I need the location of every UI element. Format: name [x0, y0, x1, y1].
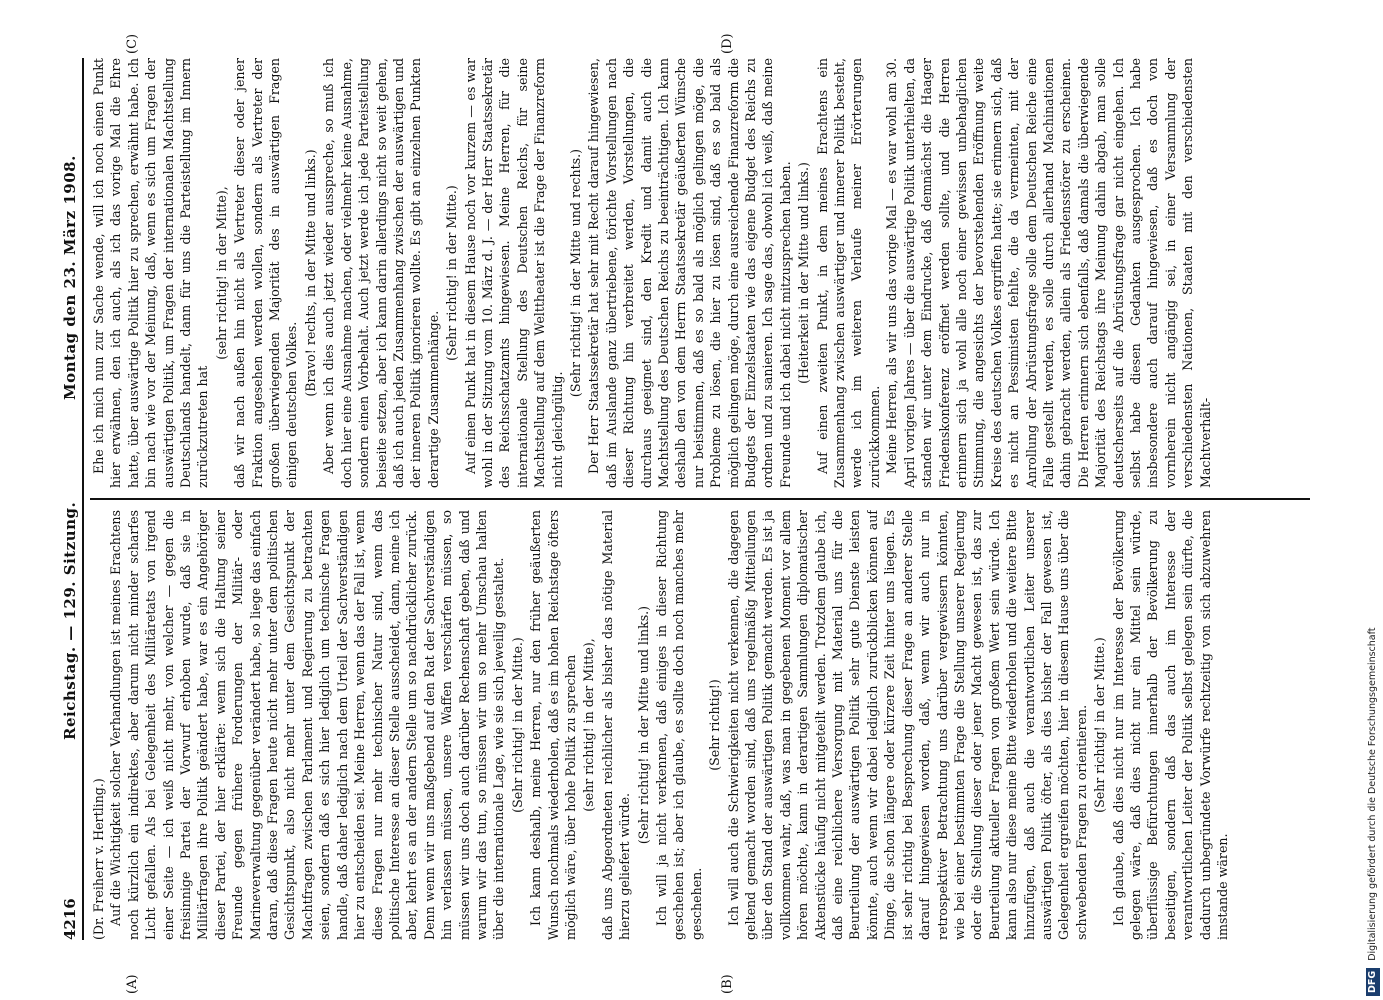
left-column — [90, 510, 1310, 940]
paragraph: Ich kann deshalb, meine Herren, nur den früher geäußerten Wunsch nochmals wiederholen, daß es im hohen Reichstage öfters möglich wäre, über hohe Politik zu sprechen — [528, 510, 578, 940]
reaction: (Sehr richtig! in der Mitte.) — [444, 185, 460, 361]
digitization-credit — [1366, 6, 1380, 996]
left-running-title: Reichstag. — 129. Sitzung. — [61, 501, 79, 740]
paragraph: Ich will auch die Schwierigkeiten nicht verkennen, die dagegen geltend gemacht worden sind, daß uns regelmäßig Mitteilungen über den Stand der auswärtigen Politik gemacht werden. Es ist ja vollkommen wahr, daß, was man in gegebenen Moment vor allem hören möchte, kann in derartigen Sammlungen diplomatischer Aktenstücke häufig nicht mitgeteilt werden. Trotzdem glaube ich, daß eine reichlichere Versorgung mit Material uns für die Beurteilung der auswärtigen Politik sehr gute Dienste leisten könnte, auch wenn wir dabei lediglich zurückblicken können auf Dinge, die schon längere oder kürzere Zeit hinter uns liegen. Es ist sehr richtig bei Besprechung dieser Frage an anderer Stelle darauf hingewiesen worden, daß, wenn wir auch nur in retrospektiver Betrachtung uns darüber vergewissern könnten, wie bei einer bestimmten Frage die Stellung unserer Regierung oder die Stellung dieser oder jener Macht gewesen ist, das zur Beurteilung aktueller Fragen von großem Wert sein würde. Ich kann also nur diese meine Bitte wiederholen und die weitere Bitte hinzufügen, daß auch die verantwortlichen Leiter unserer auswärtigen Politik öfter, als dies bisher der Fall gewesen ist, Gelegenheit ergreifen möchten, hier in diesem Hause uns über die schwebenden Fragen zu orientieren. — [725, 510, 1089, 940]
page-header — [56, 58, 84, 940]
paragraph: Auf die Wichtigkeit solcher Verhandlungen ist meines Erachtens noch kürzlich ein indirektes, aber darum nicht minder scharfes Licht gefallen. Als bei Gelegenheit des Militäretats von irgend einer Seite — ich weiß nicht mehr, von welcher — gegen die freisinnige Partei der Vorwurf erhoben wurde, daß sie in Militärfragen ihre Politik geändert habe, war es ein Angehöriger dieser Partei, der hier erklärte: wenn sich die Haltung seiner Freunde gegen frühere Forderungen der Militär- oder Marineverwaltung gegenüber verändert habe, so liege das einfach daran, daß diese Fragen heute nicht mehr unter dem politischen Gesichtspunkt, also nicht mehr unter dem Gesichtspunkt der Machtfragen zwischen Parlament und Regierung zu betrachten seien, sondern daß es sich hier lediglich um technische Fragen handle, daß daher lediglich nach dem Urteil der Sachverständigen hier zu entscheiden sei. Meine Herren, wenn das der Fall ist, wenn diese Fragen nur mehr technischer Natur sind, wenn das politische Interesse an dieser Stelle ausscheidet, dann, meine ich aber, kehrt es an der andern Stelle um so nachdrücklicher zurück. Denn wenn wir uns maßgebend auf den Rat der Sachverständigen hin verlassen müssen, unsere Waffen verschärfen müssen, so müssen wir uns doch auch darüber Rechenschaft geben, daß und warum wir das tun, so müssen wir um so mehr Umschau halten über die internationale Lage, wie sie sich jeweilig gestaltet. — [108, 510, 507, 940]
paragraph: Auf einen zweiten Punkt, in dem meines Erachtens ein Zusammenhang zwischen auswärtiger und innerer Politik besteht, werde ich im weiteren Verlaufe meiner Erörterungen zurückkommen. — [814, 58, 882, 488]
dfg-logo: DFG — [1366, 968, 1380, 996]
credit-text: Digitalisierung gefördert durch die Deutsche Forschungsgemeinschaft — [1367, 627, 1378, 961]
reaction: (Heiterkeit in der Mitte und links.) — [796, 162, 812, 384]
reaction: (Sehr richtig! in der Mitte und rechts.) — [567, 148, 583, 398]
page-number: 4216 — [61, 898, 79, 940]
text-columns — [90, 58, 1310, 940]
reaction: (Sehr richtig! in der Mitte.) — [509, 637, 525, 813]
paragraph: Aber wenn ich dies auch jetzt wieder ausspreche, so muß ich doch hier eine Ausnahme machen, oder vielmehr keine Ausnahme, sondern einen Vorbehalt. Auch jetzt werde ich jede Parteistellung beiseite setzen, aber ich kann darin allerdings nicht so weit gehen, daß ich auch jeden Zusammenhang zwischen der auswärtigen und der inneren Politik ignorieren wollte. Es gibt an einzelnen Punkten derartige Zusammenhänge. — [321, 58, 441, 488]
paragraph: Der Herr Staatssekretär hat sehr mit Recht darauf hingewiesen, daß im Auslande ganz übertriebene, törichte Vorstellungen nach dieser Richtung hin verbreitet werden, Vorstellungen, die durchaus geeignet sind, den Kredit und damit auch die Machtstellung des Deutschen Reichs zu beeinträchtigen. Ich kann deshalb den von dem Herrn Staatssekretär geäußerten Wünsche nur beistimmen, daß es so bald als möglich gelingen möge, die Probleme zu lösen, die hier zu lösen sind, daß es so bald als möglich gelingen möge, durch eine ausreichende Finanzreform die Budgets der Einzelstaaten wie das eigene Budget des Reichs zu ordnen und zu sanieren. Ich sage das, obwohl ich weiß, daß meine Freunde und ich dabei nicht mitzusprechen haben. — [586, 58, 793, 488]
paragraph: Ehe ich mich nun zur Sache wende, will ich noch einen Punkt hier erwähnen, den ich auch, als ich das vorige Mal die Ehre hatte, über auswärtige Politik hier zu sprechen, erwähnt habe. Ich bin nach wie vor der Meinung, daß, wenn es sich um Fragen der auswärtigen Politik, um Fragen der internationalen Machtstellung Deutschlands handelt, dann für uns die Parteistellung im Innern zurückzutreten hat — [91, 58, 211, 488]
paragraph: daß uns Abgeordneten reichlicher als bisher das nötige Material hierzu geliefert würde. — [599, 510, 633, 940]
right-running-title: Montag den 23. März 1908. — [61, 155, 79, 400]
reaction: (Sehr richtig! in der Mitte und links.) — [635, 605, 651, 845]
paragraph: Ich glaube, daß dies nicht nur im Interesse der Bevölkerung gelegen wäre, daß dies nicht nur ein Mittel sein würde, überflüssige Befürchtungen innerhalb der Bevölkerung zu beseitigen, sondern daß das auch im Interesse der verantwortlichen Leiter der Politik selbst gelegen sein dürfte, die dadurch unbegründete Vorwürfe rechtzeitig von sich abzuwehren imstande wären. — [1110, 510, 1230, 940]
margin-mark-b: (B) — [720, 974, 735, 994]
paragraph: daß wir nach außen hin nicht als Vertreter dieser oder jener Fraktion angesehen werden wollen, sondern als Vertreter der großen überwiegenden Majorität des in auswärtigen Fragen einigen deutschen Volkes. — [232, 58, 300, 488]
reaction: (sehr richtig! in der Mitte), — [213, 186, 229, 360]
reaction: (Bravo! rechts, in der Mitte und links.) — [302, 149, 318, 397]
right-column — [90, 58, 1310, 488]
paragraph: Meine Herren, als wir uns das vorige Mal — es war wohl am 30. April vorigen Jahres — über die auswärtige Politik unterhielten, da standen wir unter dem Eindrucke, daß demnächst die Haager Friedenskonferenz eröffnet werden sollte, und die Herren erinnern sich ja wohl alle noch einer gewissen unbehaglichen Stimmung, die angesichts der bevorstehenden Eröffnung weite Kreise des deutschen Volkes ergriffen hatte; sie erinnern sich, daß es nicht an Pessimisten fehlte, die da vermeinten, mit der Anrollung der Abrüstungsfrage solle dem Deutschen Reiche eine Falle gestellt werden, es solle durch allerhand Machinationen dahin gebracht werden, allein als Friedensstörer zu erscheinen. Die Herren erinnern sich ebenfalls, daß damals die überwiegende Majorität des Reichstags ihre Meinung dahin abgab, man solle deutscherseits auf die Abrüstungsfrage gar nicht eingehen. Ich selbst habe diesen Gedanken ausgesprochen. Ich habe insbesondere auch darauf hingewiesen, daß es doch von vornherein nicht angängig sei, in einer Versammlung der verschiedensten Nationen, Staaten mit den verschiedensten Machtverhält- — [884, 58, 1213, 488]
margin-mark-c: (C) — [125, 33, 140, 54]
column-divider — [90, 498, 1310, 500]
margin-mark-d: (D) — [720, 33, 735, 54]
reaction: (Sehr richtig!) — [707, 679, 723, 771]
reaction: (Sehr richtig! in der Mitte.) — [1092, 637, 1108, 813]
paragraph: Auf einen Punkt hat in diesem Hause noch vor kurzem — es war wohl in der Sitzung vom 10. März d. J. — der Herr Staatssekretär des Reichsschatzamts hingewiesen. Meine Herren, für die internationale Stellung des Deutschen Reichs, für seine Machtstellung auf dem Welttheater ist die Frage der Finanzreform nicht gleichgültig. — [462, 58, 565, 488]
reaction: (sehr richtig! in der Mitte), — [581, 638, 597, 812]
paragraph: Ich will ja nicht verkennen, daß einiges in dieser Richtung geschehen ist; aber ich glaube, es sollte doch noch manches mehr geschehen. — [654, 510, 704, 940]
speaker-note: (Dr. Freiherr v. Hertling.) — [91, 778, 106, 940]
margin-mark-a: (A) — [125, 974, 140, 994]
